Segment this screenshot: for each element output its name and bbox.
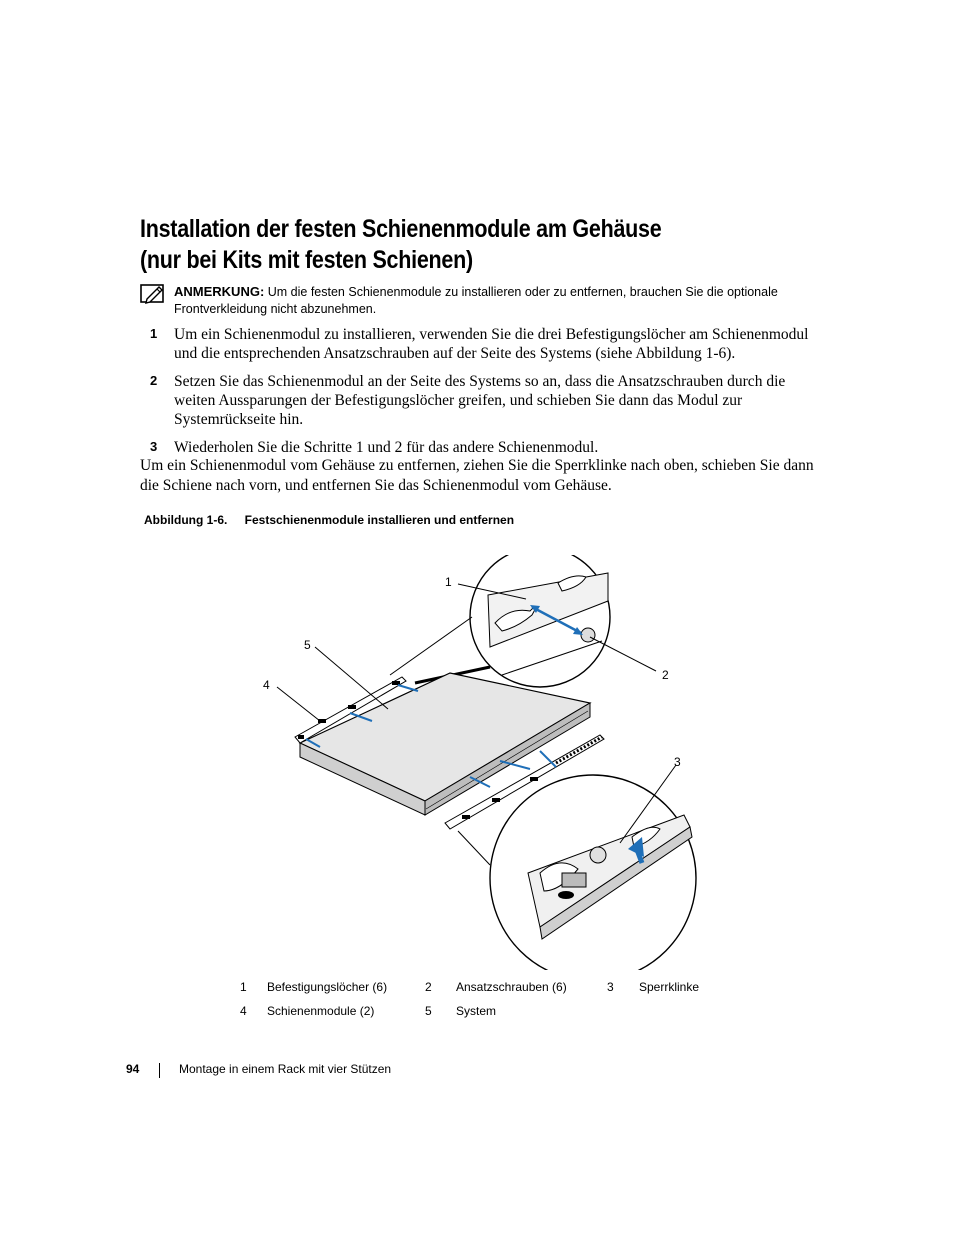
step-item — [140, 325, 820, 363]
callout-2: 2 — [662, 668, 669, 682]
legend-row — [240, 980, 740, 1004]
note-text — [174, 284, 834, 317]
step-number: 2 — [150, 373, 158, 388]
figure-caption-number: Abbildung 1-6. — [144, 513, 228, 527]
legend-label: Sperrklinke — [639, 980, 700, 994]
figure-caption-title: Festschienenmodule installieren und entfernen — [244, 513, 515, 527]
bottom-detail-lens — [458, 775, 696, 970]
section-heading — [140, 214, 742, 276]
section-heading-line-1: Installation der festen Schienenmodule am Gehäuse — [140, 215, 662, 243]
note-body: Um die festen Schienenmodule zu installieren oder zu entfernen, brauchen Sie die optionale Frontverkleidung nicht abzunehmen. — [174, 285, 778, 316]
legend-number: 2 — [425, 980, 432, 994]
chapter-title: Montage in einem Rack mit vier Stützen — [179, 1062, 392, 1076]
section-heading-line-2: (nur bei Kits mit festen Schienen) — [140, 246, 473, 274]
callout-3: 3 — [674, 755, 681, 769]
rail-installation-figure — [240, 555, 720, 970]
figure-legend — [240, 980, 740, 1028]
step-number: 1 — [150, 326, 158, 341]
legend-row — [240, 1004, 740, 1028]
legend-label: System — [456, 1004, 497, 1018]
step-text: Setzen Sie das Schienenmodul an der Seite des Systems so an, dass die Ansatzschrauben durch die weiten Aussparungen der Befestigungslöcher greifen, und schieben Sie dann das Modul zur Systemrückseite hin. — [174, 373, 786, 428]
legend-number: 4 — [240, 1004, 247, 1018]
step-list — [140, 325, 820, 466]
legend-number: 5 — [425, 1004, 432, 1018]
callout-5: 5 — [304, 638, 311, 652]
rail-installation-illustration — [240, 555, 720, 970]
legend-number: 3 — [607, 980, 614, 994]
step-text: Wiederholen Sie die Schritte 1 und 2 für das andere Schienenmodul. — [174, 439, 599, 456]
page-number: 94 — [126, 1062, 140, 1076]
step-item — [140, 372, 820, 429]
legend-number: 1 — [240, 980, 247, 994]
step-text: Um ein Schienenmodul zu installieren, verwenden Sie die drei Befestigungslöcher am Schienenmodul und die entsprechenden Ansatzschrauben auf der Seite des Systems (siehe Abbildung 1-6). — [174, 326, 809, 362]
step-number: 3 — [150, 439, 158, 454]
footer-divider — [159, 1063, 160, 1078]
pencil-note-icon — [140, 284, 166, 304]
callout-1: 1 — [445, 575, 452, 589]
note-label: ANMERKUNG: — [174, 284, 265, 299]
legend-label: Ansatzschrauben (6) — [456, 980, 567, 994]
callout-4: 4 — [263, 678, 270, 692]
step-item — [140, 438, 820, 457]
removal-paragraph: Um ein Schienenmodul vom Gehäuse zu entfernen, ziehen Sie die Sperrklinke nach oben, schieben Sie dann die Schiene nach vorn, und entfernen Sie das Schienenmodul vom Gehäuse. — [140, 457, 814, 494]
top-detail-lens — [390, 555, 610, 687]
legend-label: Befestigungslöcher (6) — [267, 980, 388, 994]
figure-caption — [144, 513, 514, 527]
legend-label: Schienenmodule (2) — [267, 1004, 375, 1018]
